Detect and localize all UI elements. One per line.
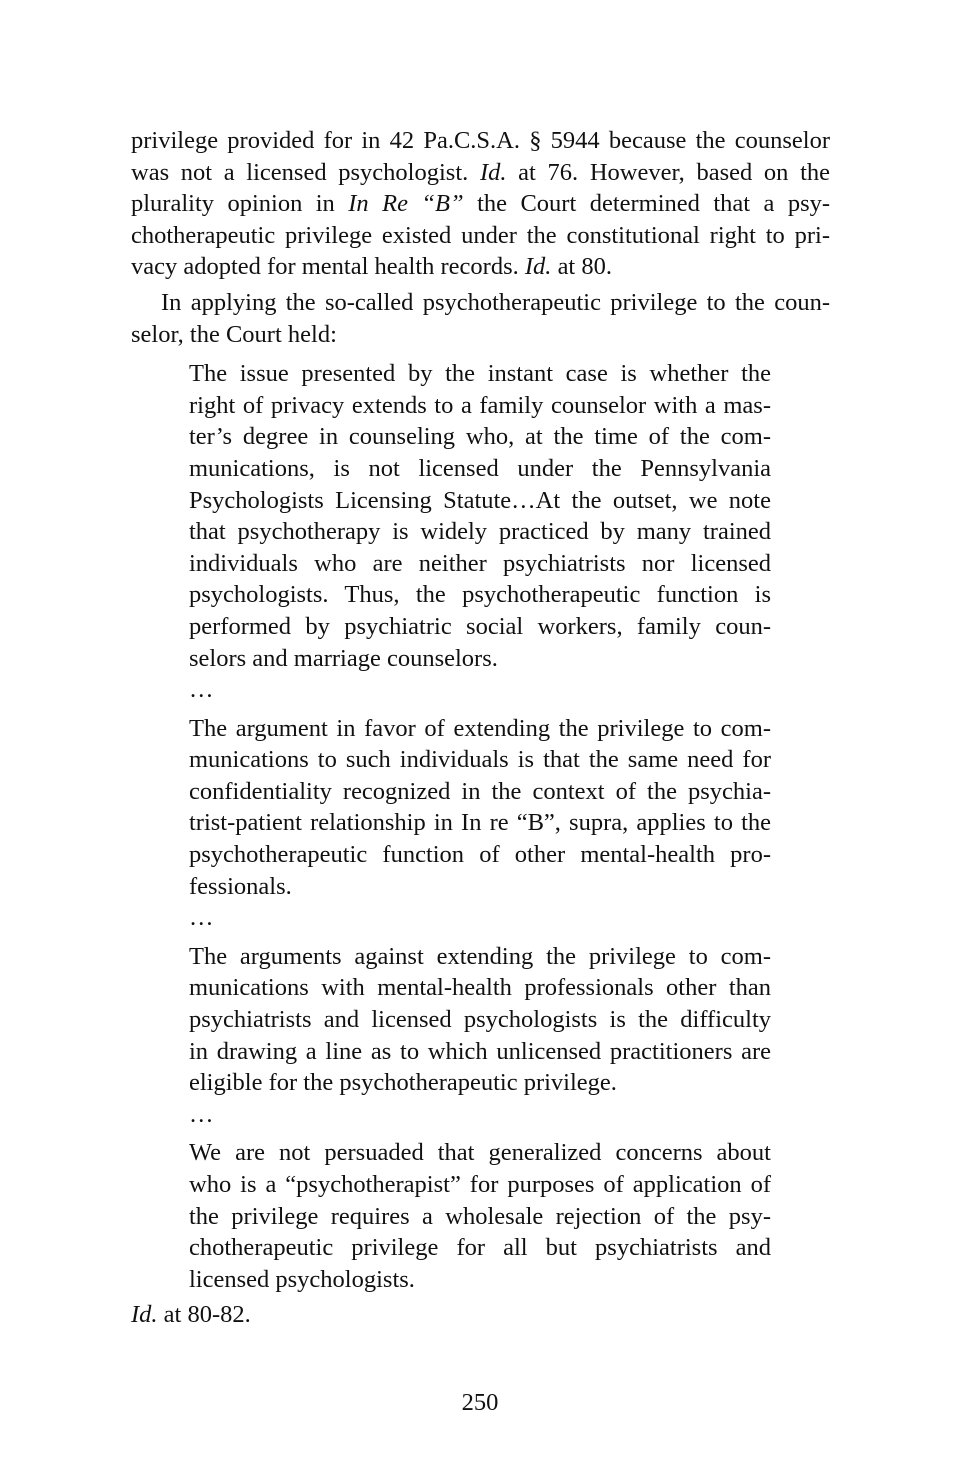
quote-line: Psychologists Licensing Statute…At the outset, we note [189, 486, 771, 514]
quote-line: munications to such individuals is that the same need for [189, 746, 771, 774]
second-paragraph [131, 287, 830, 350]
quote-line: right of privacy extends to a family counselor with a mas- [189, 391, 771, 419]
quote-line: fessionals. [189, 872, 292, 900]
block-quotation [189, 358, 771, 1295]
quote-line: licensed psychologists. [189, 1265, 415, 1293]
citation-id: Id. [131, 1301, 158, 1329]
quote-paragraph-1 [189, 358, 771, 674]
page-number: 250 [461, 1389, 499, 1416]
quote-line: performed by psychiatric social workers, family coun- [189, 612, 771, 640]
text-fragment: plurality opinion in [131, 190, 335, 218]
quote-line: We are not persuaded that generalized concerns about [189, 1139, 771, 1167]
text-line: privilege provided for in 42 Pa.C.S.A. § 5944 because the counselor [131, 127, 830, 154]
citation-pages: at 80-82. [163, 1301, 251, 1329]
citation-id: Id. [479, 158, 507, 186]
text-fragment: However, based on the [589, 158, 831, 186]
text-line: In applying the so-called psychotherapeutic privilege to the coun- [161, 288, 830, 316]
citation-pages: at 80. [557, 253, 612, 281]
quote-paragraph-4 [189, 1137, 771, 1295]
quote-line: The arguments against extending the privilege to com- [189, 942, 771, 970]
quote-line: selors and marriage counselors. [189, 644, 498, 672]
text-fragment: the Court determined that a psy- [477, 190, 831, 218]
text-fragment: was not a licensed psychologist. [131, 158, 469, 186]
text-line: selor, the Court held: [131, 320, 337, 348]
quote-line: in drawing a line as to which unlicensed practitioners are [189, 1037, 771, 1065]
text-line [131, 157, 830, 189]
quote-paragraph-2 [189, 713, 771, 903]
ellipsis: … [189, 676, 214, 704]
quote-line: psychiatrists and licensed psychologists is the difficulty [189, 1006, 771, 1034]
text-line [131, 188, 830, 220]
closing-citation [131, 1299, 830, 1331]
page-body [131, 125, 830, 1331]
quote-line: munications with mental-health professionals other than [189, 974, 771, 1002]
quote-line: eligible for the psychotherapeutic privilege. [189, 1069, 617, 1097]
quote-line: chotherapeutic privilege for all but psychiatrists and [189, 1234, 771, 1262]
ellipsis: … [189, 904, 214, 932]
opening-paragraph [131, 125, 830, 283]
quote-line: who is a “psychotherapist” for purposes of application of [189, 1171, 771, 1198]
quote-line: the privilege requires a wholesale rejection of the psy- [189, 1202, 771, 1230]
quote-line: that psychotherapy is widely practiced by many trained [189, 518, 771, 546]
quote-line: trist-patient relationship in In re “B”, supra, applies to the [189, 809, 771, 837]
quote-line: ter’s degree in counseling who, at the time of the com- [189, 423, 771, 451]
citation-id: Id. [524, 253, 552, 281]
quote-line: munications, is not licensed under the Pennsylvania [189, 454, 771, 482]
quote-line: psychotherapeutic function of other mental-health pro- [189, 841, 771, 869]
quote-line: individuals who are neither psychiatrists nor licensed [189, 549, 771, 577]
quote-line: confidentiality recognized in the context of the psychia- [189, 777, 771, 805]
citation-pages: at 76. [518, 158, 579, 186]
quote-line: The argument in favor of extending the privilege to com- [189, 714, 771, 742]
text-line [131, 251, 830, 283]
quote-paragraph-3 [189, 941, 771, 1099]
text-line: chotherapeutic privilege existed under the constitutional right to pri- [131, 221, 830, 249]
case-name: In Re “B” [348, 190, 464, 218]
quote-line: psychologists. Thus, the psychotherapeutic function is [189, 581, 771, 609]
ellipsis: … [189, 1100, 214, 1128]
text-line [131, 1299, 830, 1331]
text-fragment: vacy adopted for mental health records. [131, 253, 519, 281]
quote-line: The issue presented by the instant case is whether the [189, 360, 771, 388]
